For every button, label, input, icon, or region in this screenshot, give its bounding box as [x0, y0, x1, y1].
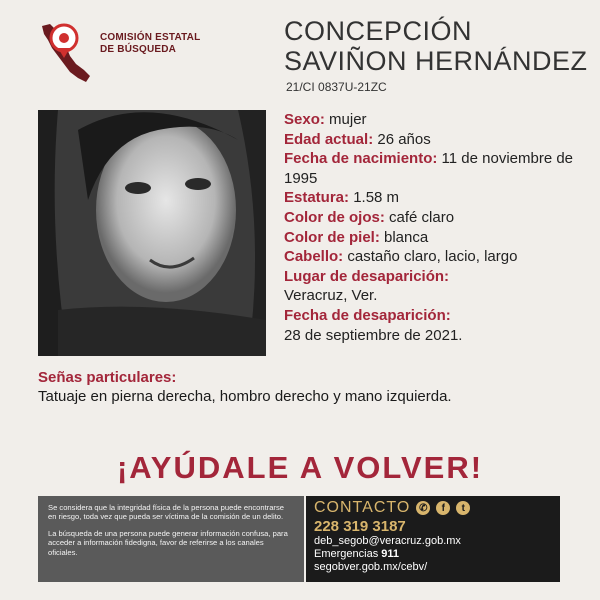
commission-logo: [36, 18, 216, 88]
twitter-icon[interactable]: t: [456, 501, 470, 515]
contact-phone[interactable]: 228 319 3187: [314, 518, 406, 535]
facebook-icon[interactable]: f: [436, 501, 450, 515]
legal-paragraph-1: Se considera que la integridad física de la persona puede encontrarse en riesgo, toda vez que pueda ser víctima de la comisión de un delito.: [48, 503, 284, 522]
detail-piel: Color de piel: blanca: [284, 228, 429, 246]
contact-website[interactable]: segobver.gob.mx/cebv/: [314, 561, 428, 573]
detail-fecha-label: Fecha de desaparición:: [284, 306, 451, 324]
detail-cabello: Cabello: castaño claro, lacio, largo: [284, 248, 518, 266]
contact-title: CONTACTO: [314, 499, 411, 516]
detail-fecha-value: 28 de septiembre de 2021.: [284, 326, 463, 344]
detail-sexo: Sexo: mujer: [284, 111, 367, 128]
distinguishing-marks: [38, 368, 578, 406]
legal-notice: [38, 496, 304, 582]
legal-paragraph-2: La búsqueda de una persona puede generar información confusa, para acceder a información fidedigna, favor de referirse a los canales oficiales.: [48, 528, 288, 557]
veracruz-map-icon: [36, 18, 96, 88]
person-details: [284, 110, 584, 345]
logo-line-2: DE BÚSQUEDA: [100, 44, 177, 55]
detail-lugar-value: Veracruz, Ver.: [284, 287, 378, 305]
detail-lugar-label: Lugar de desaparición:: [284, 267, 450, 285]
senas-value: Tatuaje en pierna derecha, hombro derecho y mano izquierda.: [38, 388, 452, 405]
contact-emergency: Emergencias 911: [314, 548, 400, 560]
location-pin-icon: [51, 25, 77, 58]
detail-nacimiento: Fecha de nacimiento: 11 de noviembre de 1995: [284, 150, 574, 187]
senas-label: Señas particulares:: [38, 369, 177, 386]
name-line-2: SAVIÑON HERNÁNDEZ: [284, 46, 588, 76]
person-name: [284, 16, 594, 76]
case-id: 21/CI 0837U-21ZC: [286, 80, 387, 94]
detail-estatura: Estatura: 1.58 m: [284, 189, 400, 207]
name-line-1: CONCEPCIÓN: [284, 16, 473, 46]
person-photo: [38, 110, 266, 356]
slogan: ¡AYÚDALE A VOLVER!: [116, 450, 484, 485]
contact-box: [306, 496, 560, 582]
logo-line-1: COMISIÓN ESTATAL: [100, 32, 201, 43]
detail-ojos: Color de ojos: café claro: [284, 208, 455, 226]
whatsapp-icon[interactable]: ✆: [416, 501, 430, 515]
contact-email[interactable]: deb_segob@veracruz.gob.mx: [314, 535, 461, 547]
detail-edad: Edad actual: 26 años: [284, 130, 431, 148]
